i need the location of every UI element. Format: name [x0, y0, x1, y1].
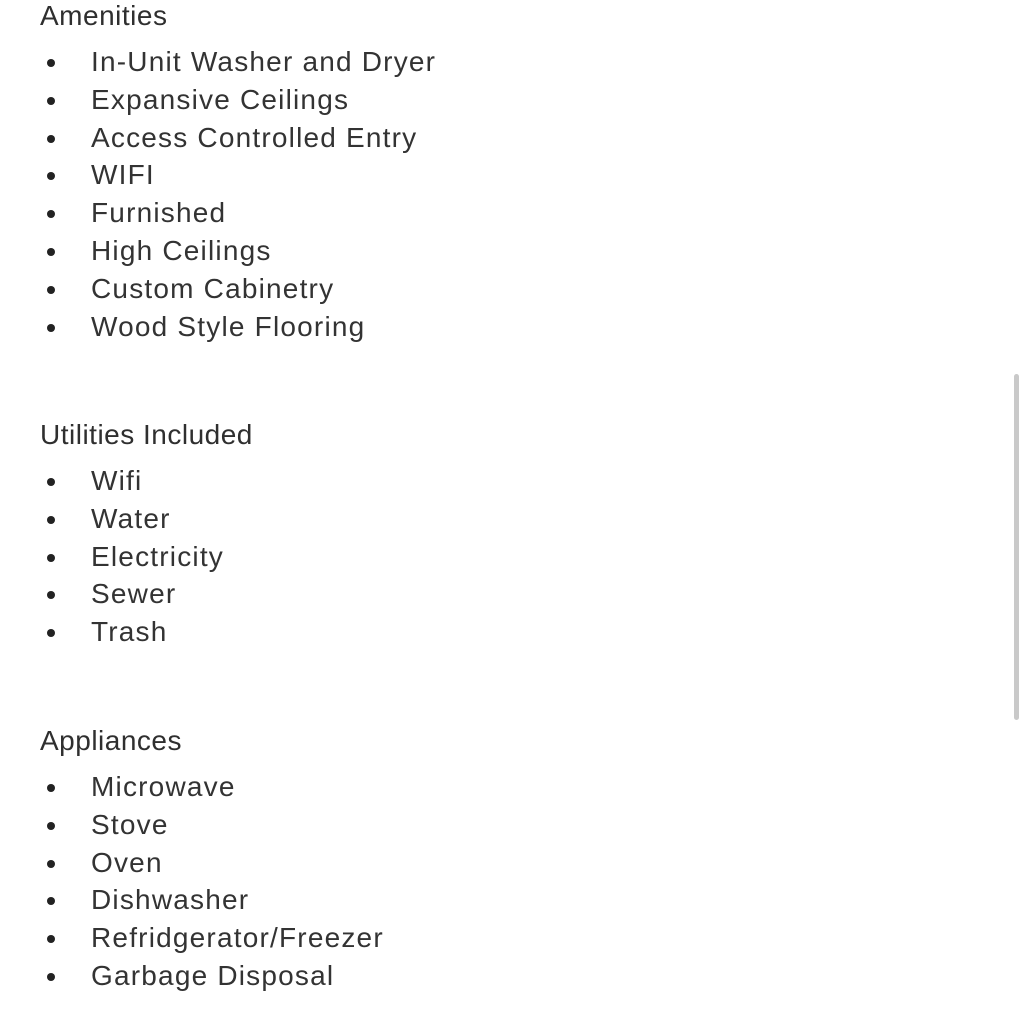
appliances-list [40, 771, 384, 998]
list-item-label: Custom Cabinetry [91, 272, 335, 304]
list-item-label: Sewer [91, 578, 177, 610]
bullet-icon [47, 784, 55, 792]
list-item [40, 159, 436, 197]
section-title: Appliances [40, 725, 182, 756]
section-title: Amenities [40, 0, 168, 31]
list-item [40, 503, 253, 541]
list-item [40, 616, 253, 654]
list-item-label: Furnished [91, 197, 227, 229]
list-item [40, 960, 384, 998]
bullet-icon [47, 248, 55, 256]
bullet-icon [47, 97, 55, 105]
list-item-label: WIFI [91, 159, 155, 191]
bullet-icon [47, 629, 55, 637]
list-item [40, 273, 436, 311]
list-item [40, 84, 436, 122]
bullet-icon [47, 210, 55, 218]
bullet-icon [47, 478, 55, 486]
bullet-icon [47, 324, 55, 332]
bullet-icon [47, 973, 55, 981]
list-item-label: Wifi [91, 465, 143, 496]
list-item-label: In-Unit Washer and Dryer [91, 46, 437, 77]
bullet-icon [47, 286, 55, 294]
scrollbar-thumb[interactable] [1014, 374, 1019, 720]
bullet-icon [47, 554, 55, 562]
list-item-label: Wood Style Flooring [91, 310, 366, 342]
bullet-icon [47, 135, 55, 143]
list-item-label: Access Controlled Entry [91, 121, 418, 153]
list-item [40, 235, 436, 273]
bullet-icon [47, 591, 55, 599]
vertical-scrollbar[interactable] [1010, 0, 1024, 1024]
list-item-label: Trash [91, 616, 168, 648]
list-item [40, 809, 384, 847]
list-item [40, 311, 436, 349]
utilities-list [40, 465, 253, 654]
list-item [40, 884, 384, 922]
bullet-icon [47, 860, 55, 868]
list-item-label: Oven [91, 846, 163, 878]
list-item-label: Microwave [91, 771, 236, 802]
bullet-icon [47, 516, 55, 524]
list-item-label: Refridgerator/Freezer [91, 922, 384, 954]
list-item-label: Expansive Ceilings [91, 83, 350, 115]
list-item-label: Electricity [91, 540, 224, 572]
list-item-label: Garbage Disposal [91, 959, 335, 991]
list-item [40, 465, 253, 503]
list-item [40, 578, 253, 616]
list-item [40, 922, 384, 960]
amenities-section [40, 0, 436, 348]
utilities-section [40, 419, 253, 654]
bullet-icon [47, 935, 55, 943]
list-item [40, 46, 436, 84]
list-item-label: Dishwasher [91, 884, 250, 916]
section-title: Utilities Included [40, 419, 253, 450]
bullet-icon [47, 822, 55, 830]
list-item [40, 847, 384, 885]
list-item [40, 771, 384, 809]
bullet-icon [47, 897, 55, 905]
amenities-list [40, 46, 436, 348]
list-item [40, 541, 253, 579]
list-item [40, 197, 436, 235]
bullet-icon [47, 172, 55, 180]
list-item-label: High Ceilings [91, 234, 272, 266]
bullet-icon [47, 59, 55, 67]
list-item-label: Water [91, 502, 171, 534]
list-item-label: Stove [91, 808, 169, 840]
list-item [40, 122, 436, 160]
appliances-section [40, 725, 384, 998]
